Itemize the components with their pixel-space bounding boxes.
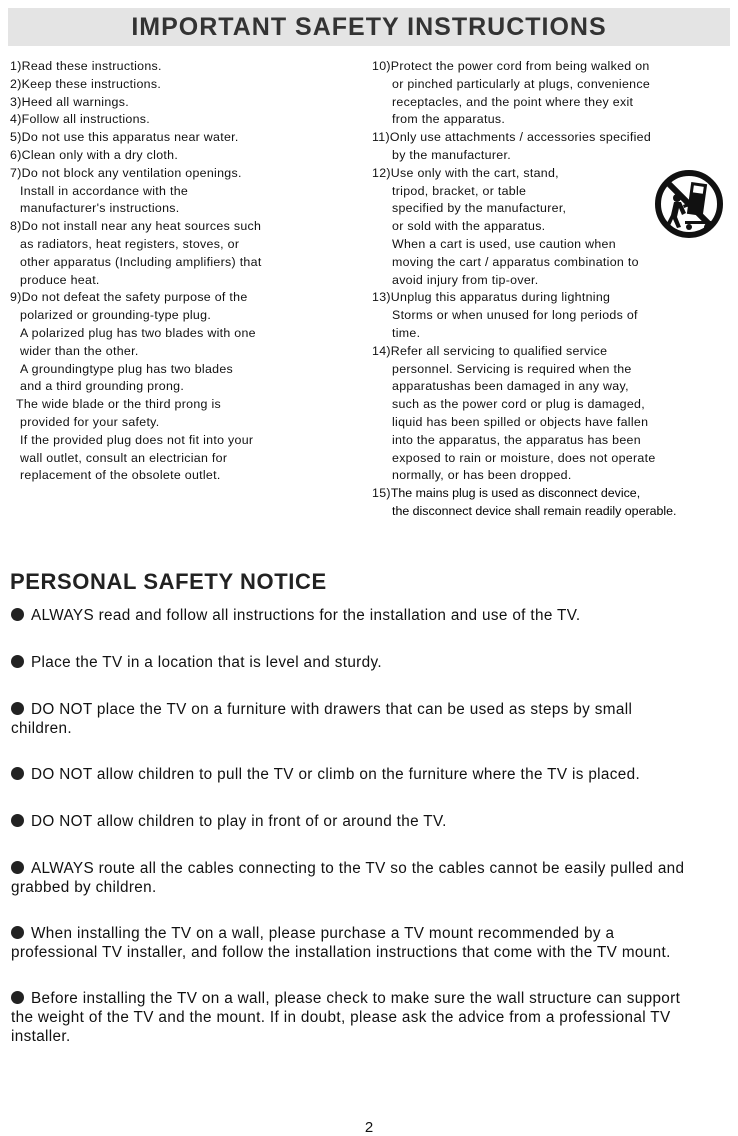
instruction-line: produce heat. (20, 272, 100, 287)
instruction-line: into the apparatus, the apparatus has been (392, 432, 641, 447)
instruction-line: as radiators, heat registers, stoves, or (20, 236, 240, 251)
instruction-line: by the manufacturer. (392, 147, 511, 162)
page-title: IMPORTANT SAFETY INSTRUCTIONS (131, 12, 607, 41)
instruction-line: receptacles, and the point where they exit (392, 94, 634, 109)
notice-item (11, 606, 733, 625)
instruction-line: A groundingtype plug has two blades (20, 361, 234, 376)
instruction-line: or sold with the apparatus. (392, 219, 546, 234)
instruction-line: If the provided plug does not fit into your (20, 432, 254, 447)
title-banner (8, 8, 730, 46)
instruction-line: time. (392, 325, 421, 340)
instruction-line: 5)Do not use this apparatus near water. (10, 130, 239, 145)
instruction-line: 11)Only use attachments / accessories specified (372, 130, 652, 145)
bullet-icon (11, 861, 24, 874)
instruction-line: 13)Unplug this apparatus during lightning (372, 290, 611, 305)
instruction-line: liquid has been spilled or objects have fallen (392, 414, 649, 429)
notice-item (11, 765, 733, 784)
instruction-line: tripod, bracket, or table (392, 183, 527, 198)
instruction-line: the disconnect device shall remain readily operable. (392, 503, 677, 518)
personal-safety-title: PERSONAL SAFETY NOTICE (10, 569, 327, 594)
instruction-line: When a cart is used, use caution when (392, 236, 616, 251)
instruction-line: polarized or grounding-type plug. (20, 308, 212, 323)
instruction-line: 6)Clean only with a dry cloth. (10, 147, 179, 162)
instruction-line: personnel. Servicing is required when the (392, 361, 632, 376)
instruction-line: 2)Keep these instructions. (10, 76, 162, 91)
instructions-right-column (372, 58, 697, 521)
notice-text: Place the TV in a location that is level and sturdy. (31, 654, 382, 671)
notice-text: children. (11, 720, 72, 737)
bullet-icon (11, 926, 24, 939)
instruction-line: 1)Read these instructions. (10, 59, 162, 73)
notice-item (11, 812, 733, 831)
instruction-line: wall outlet, consult an electrician for (20, 450, 228, 465)
instructions-left-column (10, 58, 350, 485)
instruction-line: avoid injury from tip-over. (392, 272, 539, 287)
notice-item (11, 653, 733, 672)
instruction-line: A polarized plug has two blades with one (20, 325, 256, 340)
instruction-line: replacement of the obsolete outlet. (20, 468, 221, 483)
instruction-line: 4)Follow all instructions. (10, 112, 151, 127)
instruction-line: manufacturer's instructions. (20, 201, 180, 216)
notice-item (11, 859, 733, 897)
bullet-icon (11, 608, 24, 621)
bullet-icon (11, 991, 24, 1004)
instruction-line: apparatushas been damaged in any way, (392, 379, 629, 394)
instruction-line: normally, or has been dropped. (392, 468, 572, 483)
instruction-line: exposed to rain or moisture, does not operate (392, 450, 656, 465)
notice-text: installer. (11, 1028, 71, 1045)
instruction-line: 3)Heed all warnings. (10, 94, 129, 109)
instruction-line: and a third grounding prong. (20, 379, 185, 394)
notice-text: DO NOT place the TV on a furniture with drawers that can be used as steps by small (31, 701, 633, 718)
instruction-line: 12)Use only with the cart, stand, (372, 165, 559, 180)
notice-text: DO NOT allow children to play in front of or around the TV. (31, 813, 447, 830)
page-number: 2 (364, 1119, 374, 1136)
instruction-text: The mains plug is used as disconnect device, (390, 486, 641, 501)
notice-text: ALWAYS read and follow all instructions for the installation and use of the TV. (31, 607, 581, 624)
notice-item (11, 924, 733, 962)
notice-item (11, 700, 733, 738)
instruction-line: such as the power cord or plug is damaged, (392, 397, 645, 412)
instruction-line: specified by the manufacturer, (392, 201, 567, 216)
notice-text: DO NOT allow children to pull the TV or climb on the furniture where the TV is placed. (31, 766, 641, 783)
bullet-icon (11, 702, 24, 715)
cart-tip-over-warning-icon (655, 165, 723, 243)
instruction-line-15 (372, 485, 697, 503)
notice-text: When installing the TV on a wall, please purchase a TV mount recommended by a (31, 925, 615, 942)
instruction-line: Storms or when unused for long periods of (392, 308, 638, 323)
bullet-icon (11, 655, 24, 668)
bullet-icon (11, 767, 24, 780)
notice-text: grabbed by children. (11, 879, 157, 896)
notice-text: professional TV installer, and follow the installation instructions that come with the TV mount. (11, 944, 671, 961)
instruction-number: 15) (372, 486, 391, 501)
instruction-line: provided for your safety. (20, 414, 160, 429)
instruction-line: 14)Refer all servicing to qualified service (372, 343, 608, 358)
instruction-line: moving the cart / apparatus combination to (392, 254, 639, 269)
instruction-line: The wide blade or the third prong is (16, 397, 222, 412)
instruction-line: 9)Do not defeat the safety purpose of the (10, 290, 248, 305)
instruction-line: or pinched particularly at plugs, convenience (392, 76, 651, 91)
instruction-line: 10)Protect the power cord from being walked on (372, 59, 650, 73)
bullet-icon (11, 814, 24, 827)
notice-item (11, 989, 733, 1046)
instruction-line: other apparatus (Including amplifiers) that (20, 254, 262, 269)
instruction-line: 8)Do not install near any heat sources such (10, 219, 262, 234)
instruction-line: 7)Do not block any ventilation openings. (10, 165, 242, 180)
instruction-line: wider than the other. (20, 343, 139, 358)
notice-text: Before installing the TV on a wall, please check to make sure the wall structure can support (31, 990, 681, 1007)
notice-text: the weight of the TV and the mount. If in doubt, please ask the advice from a professional TV (11, 1009, 671, 1026)
notice-text: ALWAYS route all the cables connecting to the TV so the cables cannot be easily pulled and (31, 860, 685, 877)
instruction-line: from the apparatus. (392, 112, 506, 127)
instruction-line: Install in accordance with the (20, 183, 189, 198)
